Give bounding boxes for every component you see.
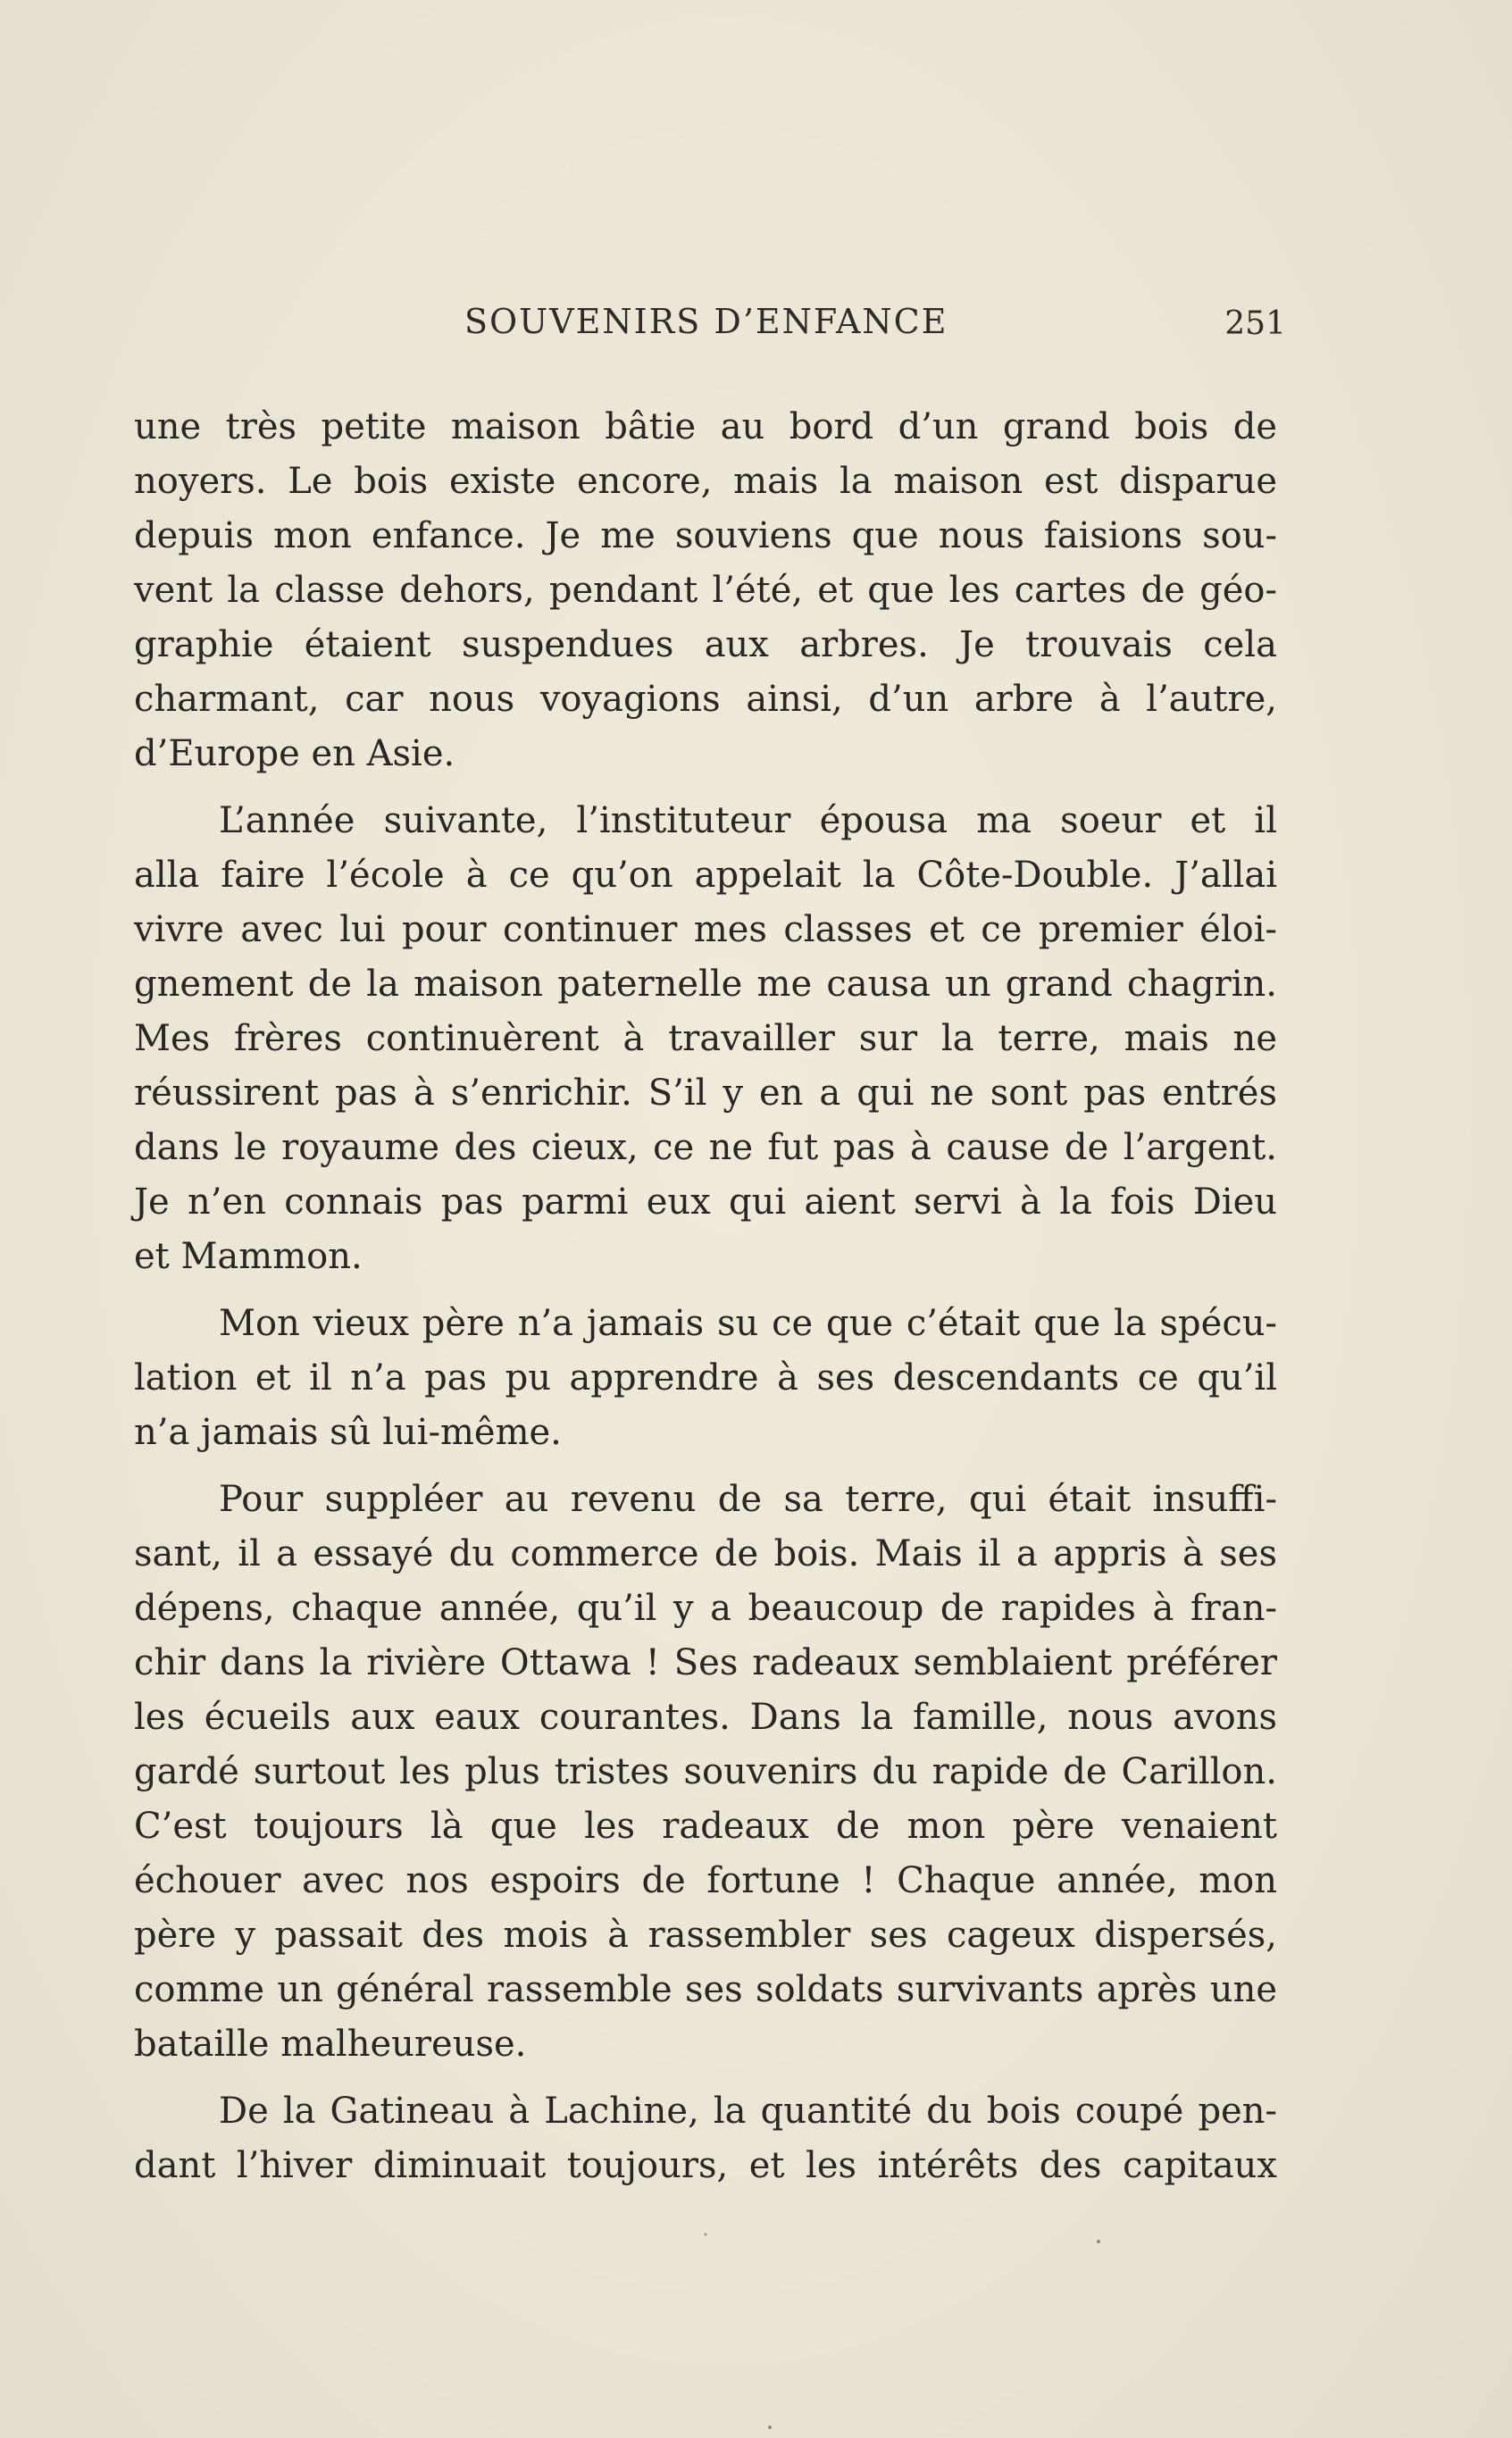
- paragraph-3: [134, 1297, 1277, 1460]
- paper-speck: [705, 2233, 707, 2236]
- text-line: Mon vieux père n’a jamais su ce que c’était que la spécu-: [219, 1303, 1277, 1344]
- text-line: De la Gatineau à Lachine, la quantité du bois coupé pen-: [219, 2091, 1277, 2132]
- text-line: chir dans la rivière Ottawa ! Ses radeaux semblaient préférer: [134, 1642, 1277, 1683]
- text-line: d’Europe en Asie.: [134, 733, 455, 774]
- paper-speck: [768, 2425, 772, 2429]
- text-line: dépens, chaque année, qu’il y a beaucoup de rapides à fran-: [134, 1588, 1277, 1629]
- running-title: SOUVENIRS D’ENFANCE: [464, 302, 948, 341]
- text-line: bataille malheureuse.: [134, 2024, 527, 2065]
- text-line: réussirent pas à s’enrichir. S’il y en a qui ne sont pas entrés: [134, 1073, 1277, 1114]
- text-line: charmant, car nous voyagions ainsi, d’un arbre à l’autre,: [134, 679, 1277, 720]
- paragraph-1: [134, 400, 1277, 781]
- paper-speck: [1097, 2240, 1100, 2243]
- text-line: C’est toujours là que les radeaux de mon père venaient: [134, 1806, 1277, 1847]
- text-line: dant l’hiver diminuait toujours, et les intérêts des capitaux: [134, 2145, 1277, 2186]
- text-line: une très petite maison bâtie au bord d’un grand bois de: [134, 406, 1277, 447]
- text-line: sant, il a essayé du commerce de bois. Mais il a appris à ses: [134, 1533, 1277, 1574]
- text-line: et Mammon.: [134, 1236, 363, 1277]
- running-head: [125, 302, 1286, 355]
- text-line: gnement de la maison paternelle me causa un grand chagrin.: [134, 964, 1277, 1005]
- text-line: Pour suppléer au revenu de sa terre, qui était insuffi-: [219, 1479, 1277, 1520]
- text-line: L’année suivante, l’instituteur épousa ma soeur et il: [219, 800, 1277, 841]
- text-line: comme un général rassemble ses soldats survivants après une: [134, 1969, 1277, 2010]
- paragraph-2: [134, 794, 1277, 1284]
- text-line: n’a jamais sû lui-même.: [134, 1412, 562, 1453]
- text-line: alla faire l’école à ce qu’on appelait la Côte-Double. J’allai: [134, 855, 1277, 896]
- body-text: [134, 400, 1277, 2206]
- text-line: lation et il n’a pas pu apprendre à ses descendants ce qu’il: [134, 1357, 1277, 1399]
- text-line: Mes frères continuèrent à travailler sur la terre, mais ne: [134, 1018, 1277, 1059]
- text-line: graphie étaient suspendues aux arbres. Je trouvais cela: [134, 624, 1277, 665]
- text-line: père y passait des mois à rassembler ses cageux dispersés,: [134, 1915, 1277, 1956]
- text-line: vent la classe dehors, pendant l’été, et que les cartes de géo-: [134, 570, 1277, 611]
- paragraph-5: [134, 2084, 1277, 2193]
- text-line: gardé surtout les plus tristes souvenirs du rapide de Carillon.: [134, 1751, 1277, 1792]
- text-line: les écueils aux eaux courantes. Dans la famille, nous avons: [134, 1697, 1277, 1738]
- paragraph-4: [134, 1473, 1277, 2072]
- text-line: vivre avec lui pour continuer mes classes et ce premier éloi-: [134, 909, 1277, 950]
- text-line: dans le royaume des cieux, ce ne fut pas à cause de l’argent.: [134, 1127, 1277, 1168]
- page-number: 251: [1224, 305, 1286, 342]
- text-line: depuis mon enfance. Je me souviens que nous faisions sou-: [134, 515, 1277, 556]
- text-line: échouer avec nos espoirs de fortune ! Chaque année, mon: [134, 1860, 1277, 1901]
- text-line: noyers. Le bois existe encore, mais la maison est disparue: [134, 461, 1277, 502]
- text-line: Je n’en connais pas parmi eux qui aient servi à la fois Dieu: [134, 1181, 1277, 1223]
